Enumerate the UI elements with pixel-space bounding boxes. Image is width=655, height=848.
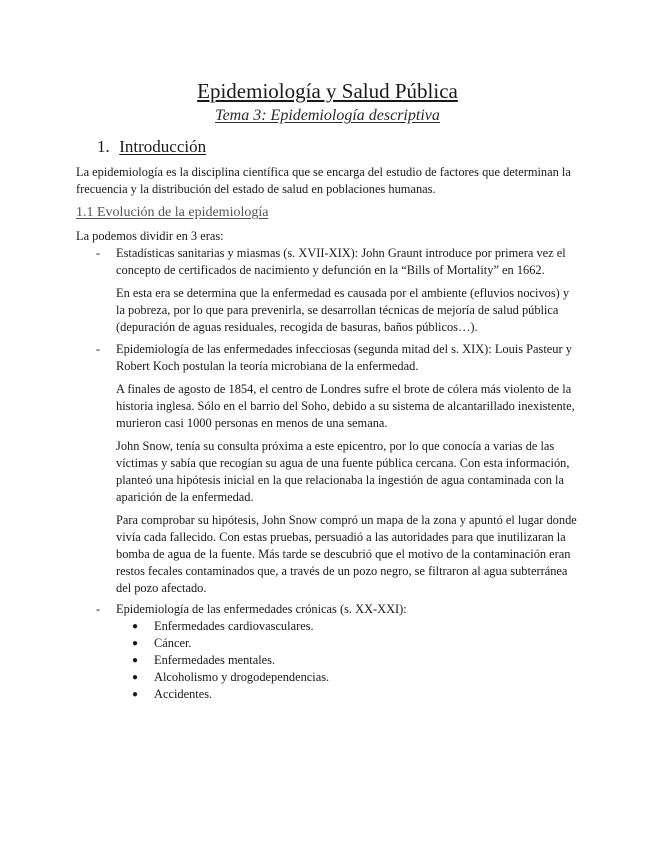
list-item: ● Accidentes. (132, 687, 213, 701)
bullet-icon: ● (132, 621, 139, 632)
section-title: Introducción (119, 137, 207, 156)
bullet-icon: ● (132, 638, 139, 649)
section-heading (97, 136, 206, 158)
document-title: Epidemiología y Salud Pública (197, 79, 458, 103)
era-paragraph: Epidemiología de las enfermedades infecciosas (segunda mitad del s. XIX): Louis Pasteur y Robert Koch postulan la teoría microbiana de la enfermedad. (116, 342, 572, 373)
dash-marker: - (96, 342, 101, 356)
bullet-icon: ● (132, 672, 139, 683)
list-item: ● Cáncer. (132, 636, 192, 650)
era-paragraph: John Snow, tenía su consulta próxima a este epicentro, por lo que conocía a varias de las víctimas y sabía que recogían su agua de una fuente pública cercana. Con esta información, planteó una hipótesis inicial en la que relacionaba la ingestión de agua contaminada con la aparición de la enfermedad. (116, 439, 570, 504)
bullet-icon: ● (132, 655, 139, 666)
era-paragraph: A finales de agosto de 1854, el centro de Londres sufre el brote de cólera más violento de la historia inglesa. Sólo en el barrio del Soho, debido a su sistema de alcantarillado inexistente, murieron casi 1000 personas en menos de una semana. (116, 382, 575, 430)
dash-marker: - (96, 602, 101, 616)
chronic-disease-list (132, 618, 329, 703)
list-item: ● Alcoholismo y drogodependencias. (132, 670, 330, 684)
dash-marker: - (96, 246, 101, 260)
era-paragraph: En esta era se determina que la enfermedad es causada por el ambiente (efluvios nocivos) y la pobreza, por lo que para prevenirla, se desarrollan técnicas de mejoría de salud pública (depuración de aguas residuales, recogida de basuras, baños públicos…). (116, 286, 570, 334)
list-item: ● Enfermedades cardiovasculares. (132, 619, 314, 633)
subsection-title: 1.1 Evolución de la epidemiología (76, 205, 269, 220)
bullet-icon: ● (132, 689, 139, 700)
era-paragraph: Para comprobar su hipótesis, John Snow compró un mapa de la zona y apuntó el lugar donde vivía cada fallecido. Con estas pruebas, persuadió a las autoridades para que inutilizaran la bomba de agua de la fuente. Más tarde se descubrió que el motivo de la contaminación eran restos fecales contaminados que, a través de un pozo negro, se filtraron al agua subterránea del pozo afectado. (116, 513, 577, 595)
eras-lead: La podemos dividir en 3 eras: (76, 229, 224, 243)
era-paragraph: Estadísticas sanitarias y miasmas (s. XVII-XIX): John Graunt introduce por primera vez el concepto de certificados de nacimiento y defunción en la “Bills of Mortality” en 1662. (116, 246, 566, 277)
intro-paragraph: La epidemiología es la disciplina científica que se encarga del estudio de factores que determinan la frecuencia y la distribución del estado de salud en poblaciones humanas. (76, 165, 571, 196)
section-number: 1. (97, 137, 110, 156)
era-paragraph: Epidemiología de las enfermedades crónicas (s. XX-XXI): (116, 602, 407, 616)
list-item: ● Enfermedades mentales. (132, 653, 276, 667)
document-subtitle: Tema 3: Epidemiología descriptiva (215, 107, 440, 124)
